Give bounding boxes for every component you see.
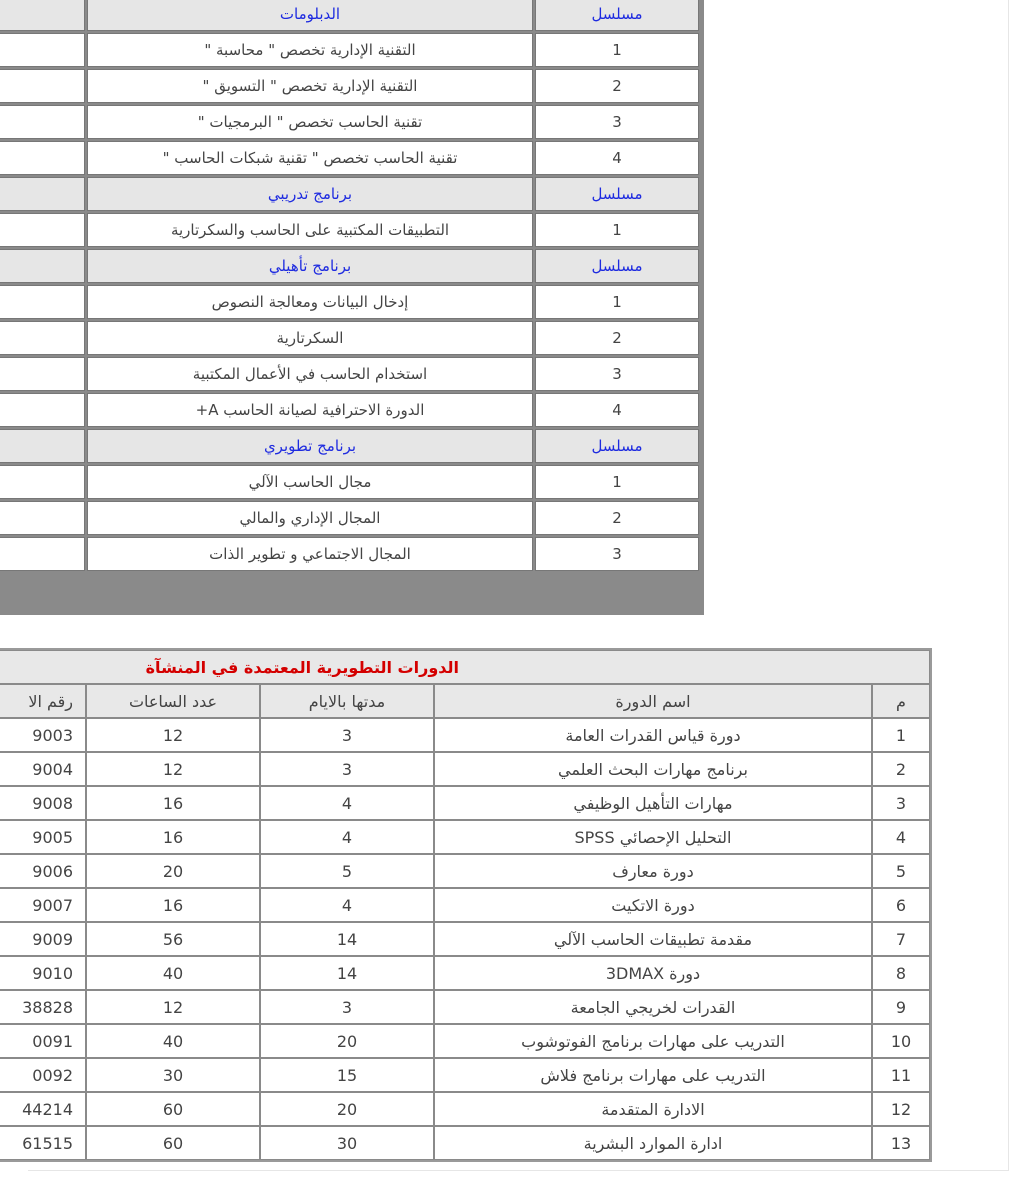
course-ref: 9004 <box>0 752 86 786</box>
program-duration-cell <box>0 69 85 103</box>
course-num: 5 <box>872 854 930 888</box>
course-num: 12 <box>872 1092 930 1126</box>
program-row <box>0 105 699 139</box>
program-serial: 2 <box>612 77 622 95</box>
program-serial-cell <box>535 213 699 247</box>
course-hours: 60 <box>86 1092 260 1126</box>
course-hours: 60 <box>86 1126 260 1160</box>
program-name: السكرتارية <box>276 329 344 347</box>
course-ref: 9010 <box>0 956 86 990</box>
program-duration-cell <box>0 357 85 391</box>
program-duration <box>0 329 1 347</box>
course-hours: 16 <box>86 888 260 922</box>
program-duration <box>0 293 1 311</box>
section-header-serial-text: مسلسل <box>591 437 643 455</box>
program-name-cell <box>87 393 533 427</box>
section-header-duration-text <box>0 257 1 275</box>
section-header-row <box>0 429 699 463</box>
program-serial: 3 <box>612 113 622 131</box>
program-duration <box>0 401 1 419</box>
program-serial: 4 <box>612 401 622 419</box>
course-ref: 0091 <box>0 1024 86 1058</box>
program-name-cell <box>87 537 533 571</box>
course-hours: 20 <box>86 854 260 888</box>
program-row <box>0 69 699 103</box>
program-serial: 1 <box>612 473 622 491</box>
program-row <box>0 321 699 355</box>
header-days: مدتها بالايام <box>260 684 434 718</box>
course-hours: 12 <box>86 752 260 786</box>
courses-table-container <box>0 648 932 1156</box>
course-name: برنامج مهارات البحث العلمي <box>434 752 872 786</box>
section-header-duration-text <box>0 185 1 203</box>
program-serial-cell <box>535 501 699 535</box>
course-row <box>0 1058 930 1092</box>
program-duration <box>0 365 1 383</box>
program-name-cell <box>87 285 533 319</box>
course-num: 13 <box>872 1126 930 1160</box>
course-row <box>0 820 930 854</box>
program-duration-cell <box>0 393 85 427</box>
program-serial: 4 <box>612 149 622 167</box>
course-days: 15 <box>260 1058 434 1092</box>
section-header-serial-text: مسلسل <box>591 5 643 23</box>
section-header-row <box>0 177 699 211</box>
program-serial: 2 <box>612 329 622 347</box>
program-name-cell <box>87 141 533 175</box>
program-duration-cell <box>0 33 85 67</box>
section-header-name-text: برنامج تأهيلي <box>268 257 352 275</box>
program-duration-cell <box>0 321 85 355</box>
course-name: دورة قياس القدرات العامة <box>434 718 872 752</box>
courses-table-title-row <box>0 650 930 684</box>
program-serial: 2 <box>612 509 622 527</box>
program-row <box>0 357 699 391</box>
program-serial: 1 <box>612 293 622 311</box>
course-row <box>0 786 930 820</box>
course-ref: 61515 <box>0 1126 86 1160</box>
course-name: الادارة المتقدمة <box>434 1092 872 1126</box>
course-hours: 12 <box>86 718 260 752</box>
courses-table-header-row <box>0 684 930 718</box>
section-header-duration <box>0 0 85 31</box>
course-ref: 38828 <box>0 990 86 1024</box>
course-num: 2 <box>872 752 930 786</box>
program-name-cell <box>87 69 533 103</box>
header-num: م <box>872 684 930 718</box>
program-name-cell <box>87 213 533 247</box>
course-num: 10 <box>872 1024 930 1058</box>
program-serial-cell <box>535 33 699 67</box>
program-serial-cell <box>535 537 699 571</box>
course-row <box>0 888 930 922</box>
program-row <box>0 213 699 247</box>
program-duration <box>0 77 1 95</box>
course-hours: 16 <box>86 786 260 820</box>
program-serial-cell <box>535 321 699 355</box>
program-name-cell <box>87 501 533 535</box>
programs-table <box>0 0 701 573</box>
course-row <box>0 1092 930 1126</box>
section-header-duration <box>0 177 85 211</box>
program-serial: 3 <box>612 365 622 383</box>
program-name-cell <box>87 33 533 67</box>
program-name: المجال الاجتماعي و تطوير الذات <box>209 545 411 563</box>
course-hours: 30 <box>86 1058 260 1092</box>
program-duration-cell <box>0 213 85 247</box>
section-header-serial <box>535 249 699 283</box>
section-header-duration <box>0 249 85 283</box>
program-duration <box>0 41 1 59</box>
course-num: 1 <box>872 718 930 752</box>
course-days: 20 <box>260 1024 434 1058</box>
program-serial-cell <box>535 69 699 103</box>
section-header-row <box>0 0 699 31</box>
header-course-name: اسم الدورة <box>434 684 872 718</box>
program-name-cell <box>87 465 533 499</box>
section-header-name <box>87 249 533 283</box>
course-hours: 40 <box>86 1024 260 1058</box>
course-hours: 12 <box>86 990 260 1024</box>
course-days: 3 <box>260 990 434 1024</box>
courses-table <box>0 648 932 1162</box>
programs-table-container <box>0 0 704 615</box>
course-ref: 9006 <box>0 854 86 888</box>
program-duration-cell <box>0 501 85 535</box>
course-num: 3 <box>872 786 930 820</box>
program-serial-cell <box>535 105 699 139</box>
program-serial-cell <box>535 285 699 319</box>
program-row <box>0 537 699 571</box>
course-name: دورة معارف <box>434 854 872 888</box>
section-header-name-text: برنامج تطويري <box>263 437 357 455</box>
course-ref: 0092 <box>0 1058 86 1092</box>
program-name: تقنية الحاسب تخصص " تقنية شبكات الحاسب " <box>162 149 458 167</box>
course-row <box>0 854 930 888</box>
course-name: دورة الاتكيت <box>434 888 872 922</box>
program-name-cell <box>87 105 533 139</box>
program-duration <box>0 221 1 239</box>
program-name: المجال الإداري والمالي <box>239 509 381 527</box>
program-serial: 1 <box>612 41 622 59</box>
program-serial-cell <box>535 393 699 427</box>
course-ref: 9003 <box>0 718 86 752</box>
course-days: 20 <box>260 1092 434 1126</box>
course-num: 8 <box>872 956 930 990</box>
program-duration <box>0 113 1 131</box>
section-header-name <box>87 177 533 211</box>
program-serial-cell <box>535 465 699 499</box>
courses-table-title: الدورات التطويرية المعتمدة في المنشآة <box>0 650 930 684</box>
course-num: 11 <box>872 1058 930 1092</box>
program-row <box>0 33 699 67</box>
course-name: التدريب على مهارات برنامج فلاش <box>434 1058 872 1092</box>
course-row <box>0 956 930 990</box>
course-row <box>0 752 930 786</box>
program-duration-cell <box>0 285 85 319</box>
course-row <box>0 718 930 752</box>
section-header-name-text: برنامج تدريبي <box>267 185 353 203</box>
program-name: التطبيقات المكتبية على الحاسب والسكرتارية <box>170 221 450 239</box>
course-num: 7 <box>872 922 930 956</box>
course-ref: 44214 <box>0 1092 86 1126</box>
program-serial-cell <box>535 141 699 175</box>
program-row <box>0 285 699 319</box>
course-days: 3 <box>260 718 434 752</box>
course-days: 4 <box>260 786 434 820</box>
course-name: ادارة الموارد البشرية <box>434 1126 872 1160</box>
program-duration-cell <box>0 141 85 175</box>
program-row <box>0 393 699 427</box>
program-duration <box>0 473 1 491</box>
course-days: 14 <box>260 956 434 990</box>
section-header-serial <box>535 0 699 31</box>
course-days: 30 <box>260 1126 434 1160</box>
course-hours: 40 <box>86 956 260 990</box>
section-header-row <box>0 249 699 283</box>
program-name: استخدام الحاسب في الأعمال المكتبية <box>192 365 428 383</box>
program-name: إدخال البيانات ومعالجة النصوص <box>211 293 409 311</box>
course-hours: 16 <box>86 820 260 854</box>
course-ref: 9007 <box>0 888 86 922</box>
course-name: القدرات لخريجي الجامعة <box>434 990 872 1024</box>
course-days: 4 <box>260 820 434 854</box>
course-ref: 9005 <box>0 820 86 854</box>
course-num: 9 <box>872 990 930 1024</box>
program-name: الدورة الاحترافية لصيانة الحاسب A+ <box>195 401 425 419</box>
program-row <box>0 501 699 535</box>
section-header-name <box>87 0 533 31</box>
program-name-cell <box>87 321 533 355</box>
program-name-cell <box>87 357 533 391</box>
program-duration-cell <box>0 105 85 139</box>
section-header-serial-text: مسلسل <box>591 185 643 203</box>
program-name: مجال الحاسب الآلي <box>248 473 372 491</box>
course-days: 3 <box>260 752 434 786</box>
course-days: 14 <box>260 922 434 956</box>
program-duration <box>0 509 1 527</box>
header-hours: عدد الساعات <box>86 684 260 718</box>
course-name: التحليل الإحصائي SPSS <box>434 820 872 854</box>
program-name: التقنية الإدارية تخصص " محاسبة " <box>204 41 416 59</box>
section-header-duration-text <box>0 437 1 455</box>
program-serial: 1 <box>612 221 622 239</box>
course-hours: 56 <box>86 922 260 956</box>
program-duration-cell <box>0 465 85 499</box>
course-num: 6 <box>872 888 930 922</box>
program-duration <box>0 545 1 563</box>
course-name: مقدمة تطبيقات الحاسب الآلي <box>434 922 872 956</box>
course-days: 5 <box>260 854 434 888</box>
program-name: تقنية الحاسب تخصص " البرمجيات " <box>197 113 423 131</box>
course-ref: 9009 <box>0 922 86 956</box>
header-ref: رقم الا <box>0 684 86 718</box>
program-row <box>0 141 699 175</box>
course-row <box>0 1024 930 1058</box>
program-duration <box>0 149 1 167</box>
course-row <box>0 990 930 1024</box>
course-row <box>0 922 930 956</box>
course-name: مهارات التأهيل الوظيفي <box>434 786 872 820</box>
section-header-name <box>87 429 533 463</box>
program-serial: 3 <box>612 545 622 563</box>
course-name: التدريب على مهارات برنامج الفوتوشوب <box>434 1024 872 1058</box>
course-ref: 9008 <box>0 786 86 820</box>
section-header-duration <box>0 429 85 463</box>
section-header-serial <box>535 429 699 463</box>
program-row <box>0 465 699 499</box>
program-duration-cell <box>0 537 85 571</box>
section-header-serial <box>535 177 699 211</box>
section-header-serial-text: مسلسل <box>591 257 643 275</box>
program-serial-cell <box>535 357 699 391</box>
course-num: 4 <box>872 820 930 854</box>
course-row <box>0 1126 930 1160</box>
section-header-name-text: الدبلومات <box>279 5 341 23</box>
course-days: 4 <box>260 888 434 922</box>
section-header-duration-text <box>0 5 1 23</box>
program-name: التقنية الإدارية تخصص " التسويق " <box>202 77 418 95</box>
course-name: دورة 3DMAX <box>434 956 872 990</box>
